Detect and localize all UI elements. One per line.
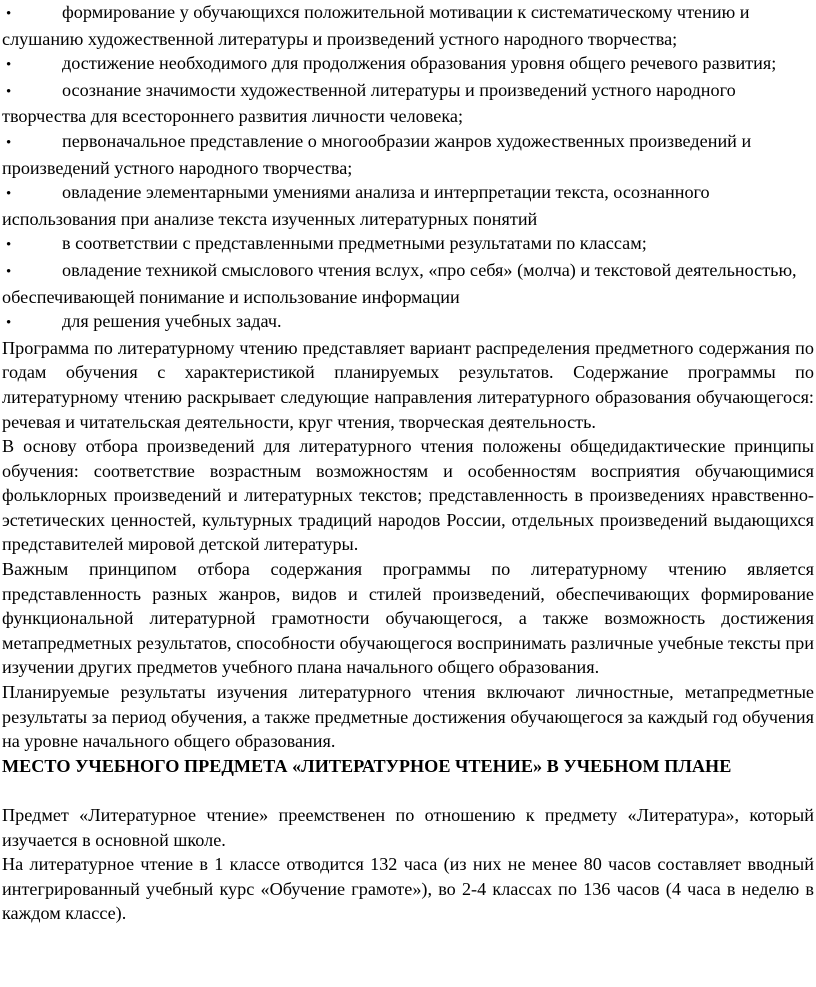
- bullet-icon: •: [6, 237, 12, 254]
- paragraph-selection-principles: В основу отбора произведений для литературного чтения положены общедидактические принципы обучения: соответствие возрастным возможностям и особенностям восприятия обучающимися фольклорных произведений и литературных текстов; представленность в произведениях нравственно-эстетических ценностей, культурных традиций народов России, отдельных произведений выдающихся представителей мировой детской литературы.: [2, 436, 814, 555]
- bullet-icon: •: [6, 186, 12, 203]
- bullet-icon: •: [6, 6, 12, 22]
- paragraph-program-overview: Программа по литературному чтению представляет вариант распределения предметного содержания по годам обучения с характеристикой планируемых результатов. Содержание программы по литературному чтению раскрывает следующие направления литературного образования обучающегося: речевая и читательская деятельности, круг чтения, творческая деятельность.: [2, 337, 814, 432]
- list-item: • осознание значимости художественной литературы и произведений устного народного творчества для всестороннего развития личности человека;: [2, 79, 736, 127]
- paragraph-content-principle: Важным принципом отбора содержания программы по литературному чтению является представленность разных жанров, видов и стилей произведений, обеспечивающих формирование функциональной литературной грамотности обучающегося, а также возможность достижения метапредметных результатов, способности обучающегося воспринимать различные учебные тексты при изучении других предметов учебного плана начального общего образования.: [2, 559, 814, 678]
- list-item: • в соответствии с представленными предметными результатами по классам;: [2, 231, 814, 258]
- section-heading: МЕСТО УЧЕБНОГО ПРЕДМЕТА «ЛИТЕРАТУРНОЕ ЧТЕНИЕ» В УЧЕБНОМ ПЛАНЕ: [2, 755, 732, 776]
- bullet-icon: •: [6, 315, 12, 332]
- bullet-icon: •: [6, 57, 12, 74]
- bullet-icon: •: [6, 134, 12, 151]
- bullet-icon: •: [6, 263, 12, 280]
- list-item: • первоначальное представление о многообразии жанров художественных произведений и произведений устного народного творчества;: [2, 130, 752, 178]
- bullet-icon: •: [6, 83, 12, 100]
- list-item: • овладение элементарными умениями анализа и интерпретации текста, осознанного использования при анализе текста изученных литературных понятий: [2, 182, 710, 229]
- list-item: • овладение техникой смыслового чтения вслух, «про себя» (молча) и текстовой деятельностью, обеспечивающей понимание и использование информации: [2, 259, 797, 307]
- bullet-list: [2, 0, 814, 336]
- list-item: • для решения учебных задач.: [2, 309, 814, 336]
- list-item: • достижение необходимого для продолжения образования уровня общего речевого развития;: [2, 51, 814, 78]
- paragraph-hours: На литературное чтение в 1 классе отводится 132 часа (из них не менее 80 часов составляет вводный интегрированный учебный курс «Обучение грамоте»), во 2-4 классах по 136 часов (4 часа в неделю в каждом классе).: [2, 854, 814, 924]
- paragraph-planned-results: Планируемые результаты изучения литературного чтения включают личностные, метапредметные результаты за период обучения, а также предметные достижения обучающегося за каждый год обучения на уровне начального общего образования.: [2, 682, 814, 752]
- paragraph-continuity: Предмет «Литературное чтение» преемственен по отношению к предмету «Литература», который изучается в основной школе.: [2, 805, 814, 850]
- list-item: • формирование у обучающихся положительной мотивации к систематическому чтению и слушанию художественной литературы и произведений устного народного творчества;: [2, 2, 750, 49]
